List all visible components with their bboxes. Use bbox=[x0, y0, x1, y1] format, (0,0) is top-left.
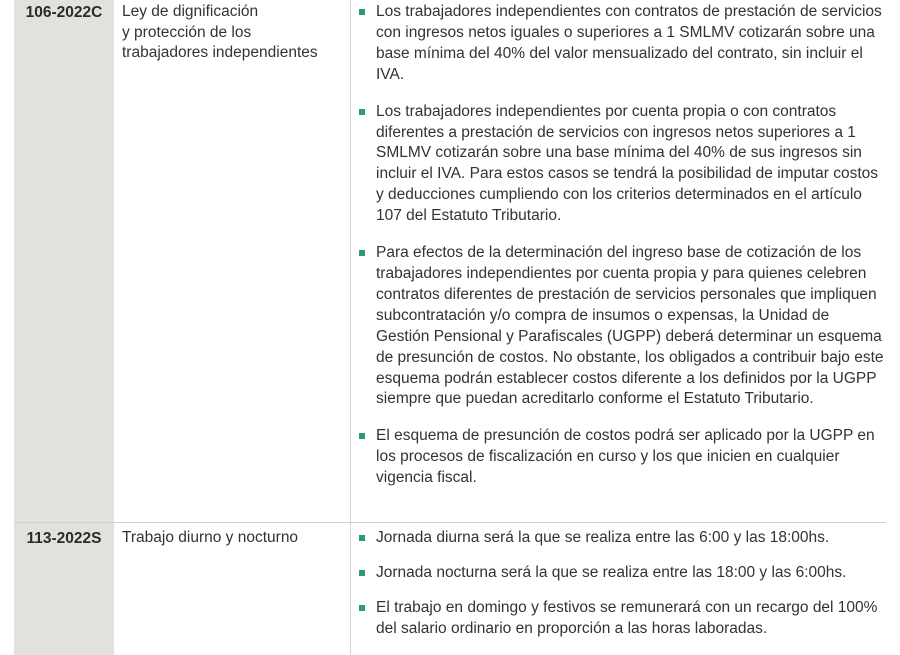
provision-text: Jornada diurna será la que se realiza entre las 6:00 y las 18:00hs. bbox=[376, 529, 830, 546]
square-bullet-icon bbox=[359, 109, 365, 115]
provisions-list bbox=[358, 528, 886, 654]
provision-text: Los trabajadores independientes por cuenta propia o con contratos diferentes a prestación de servicios con ingresos netos superiores a 1 SMLMV cotizarán sobre una base mínima del 40% de sus ingresos sin incluir el IVA. Para estos casos se tendrá la posibilidad de imputar costos y deducciones cumpliendo con los criterios determinados en el artículo 107 del Estatuto Tributario. bbox=[376, 102, 878, 225]
law-title: Trabajo diurno y nocturno bbox=[122, 529, 299, 546]
law-title-line: Ley de dignificación bbox=[122, 3, 259, 20]
square-bullet-icon bbox=[359, 9, 365, 15]
law-code: 106-2022C bbox=[25, 4, 103, 21]
list-item bbox=[358, 2, 886, 86]
list-item bbox=[358, 243, 886, 410]
list-item bbox=[358, 598, 886, 640]
law-code: 113-2022S bbox=[26, 530, 102, 547]
square-bullet-icon bbox=[359, 535, 365, 541]
law-code-cell bbox=[14, 0, 114, 522]
list-item bbox=[358, 528, 886, 549]
provision-text: Para efectos de la determinación del ingreso base de cotización de los trabajadores independientes por cuenta propia y para quienes celebren contratos diferentes de prestación de servicios personales que impliquen subcontratación y/o compra de insumos o expensas, la Unidad de Gestión Pensional y Parafiscales (UGPP) deberá determinar un esquema de presunción de costos. No obstante, los obligados a contribuir bajo este esquema podrán establecer costos diferente a los definidos por la UGPP siempre que puedan acreditarlo conforme el Estatuto Tributario. bbox=[376, 244, 884, 408]
list-item bbox=[358, 102, 886, 227]
provision-text: Los trabajadores independientes con contratos de prestación de servicios con ingresos netos iguales o superiores a 1 SMLMV cotizarán sobre una base mínima del 40% del valor mensualizado del contrato, sin incluir el IVA. bbox=[376, 3, 882, 83]
law-code-cell bbox=[14, 523, 114, 655]
square-bullet-icon bbox=[359, 250, 365, 256]
provision-text: El trabajo en domingo y festivos se remunerará con un recargo del 100% del salario ordinario en proporción a las horas laboradas. bbox=[376, 598, 878, 637]
square-bullet-icon bbox=[359, 570, 365, 576]
square-bullet-icon bbox=[359, 433, 365, 439]
law-title-cell bbox=[114, 523, 351, 655]
table-row bbox=[14, 0, 886, 522]
provision-text: Jornada nocturna será la que se realiza entre las 18:00 y las 6:00hs. bbox=[376, 563, 847, 581]
laws-table bbox=[14, 0, 886, 655]
provisions-list bbox=[358, 2, 886, 505]
list-item bbox=[358, 426, 886, 489]
provision-text: El esquema de presunción de costos podrá ser aplicado por la UGPP en los procesos de fiscalización en curso y los que inicien en cualquier vigencia fiscal. bbox=[376, 427, 875, 487]
law-title-line: trabajadores independientes bbox=[122, 44, 318, 61]
table-row bbox=[14, 523, 886, 655]
list-item bbox=[358, 563, 886, 584]
law-title-cell bbox=[114, 0, 351, 522]
square-bullet-icon bbox=[359, 605, 365, 611]
law-title-line: y protección de los bbox=[122, 23, 252, 41]
